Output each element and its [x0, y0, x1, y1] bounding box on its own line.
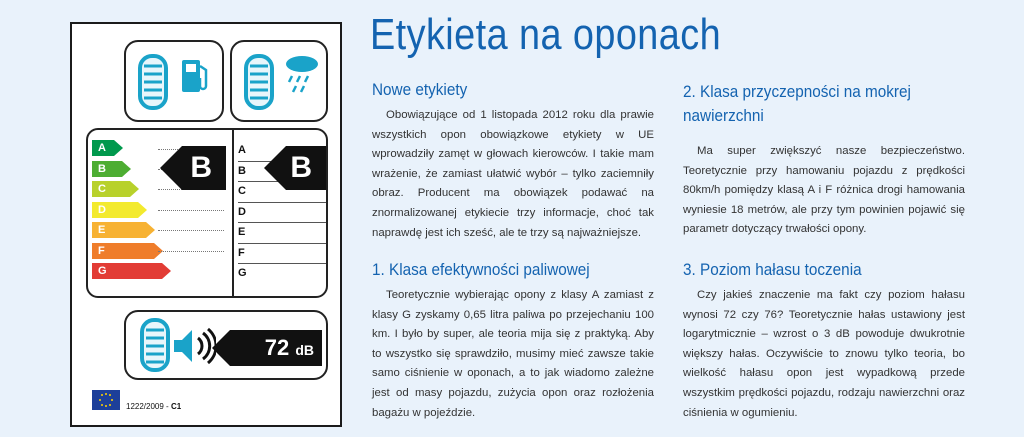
section-heading: 3. Poziom hałasu toczenia — [683, 260, 862, 279]
section-text: Obowiązujące od 1 listopada 2012 roku dla prawie wszystkich opon obowiązkowe etykiety w UE wprowadziły zamęt w głowach kierowców. I takie mam wrażenie, że zamiast ułatwić wybór – tylko zaciemniły obraz. Producent ma obowiązek podawać na znormalizowanej etykiecie trzy informacje, choć tak naprawdę jest ich sześć, ale te trzy są najważniejsze. — [372, 109, 654, 239]
section-heading: 2. Klasa przyczepności na mokrej nawierzchni — [683, 82, 911, 125]
fuel-class-bar: G — [92, 263, 162, 279]
section-heading: Nowe etykiety — [372, 80, 468, 99]
tyre-icon — [136, 318, 176, 372]
fuel-panel — [124, 40, 224, 122]
noise-unit: dB — [295, 342, 314, 358]
section-new-labels — [372, 80, 654, 243]
divider — [158, 251, 224, 252]
fuel-class-bar: D — [92, 202, 138, 218]
grip-class-label: B — [238, 162, 326, 183]
regulation-number: 1222/2009 - — [126, 402, 171, 411]
fuel-rating-marker: B — [182, 146, 226, 190]
grip-rating-marker: B — [286, 146, 326, 190]
section-text: Czy jakieś znaczenie ma fakt czy poziom hałasu wynosi 72 czy 76? Teoretycznie hałas ustawiony jest logarytmicznie – wzrost o 3 dB powoduje dwukrotnie większy hałas. Oczywiście to znowu tylko teoria, bo wielkość hałasu opon jest wypadkową przede wszystkim prędkości pojazdu, rodzaju nawierzchni oraz ciśnienia w ogumieniu. — [683, 289, 965, 419]
grip-class-label: F — [238, 244, 326, 265]
wet-grip-panel — [230, 40, 328, 122]
eu-flag-icon — [92, 390, 120, 410]
grip-class-label: G — [238, 267, 247, 279]
fuel-class-bar: E — [92, 222, 146, 238]
grip-class-label: E — [238, 223, 326, 244]
noise-value: 72 — [264, 335, 290, 360]
section-text: Ma super zwiększyć nasze bezpieczeństwo. Teoretycznie przy hamowaniu pojazdu z prędkości 80km/h pomiędzy klasą A i F różnica drogi hamowania wyniesie 18 metrów, ale przy tym powinien pojawić się parametr dotyczący trwałości opony. — [683, 145, 965, 236]
tyre-class: C1 — [170, 402, 182, 411]
rain-cloud-icon — [280, 52, 324, 96]
divider — [158, 230, 224, 231]
section-text: Teoretycznie wybierając opony z klasy A zamiast z klasy G zyskamy 0,65 litra paliwa po przejechaniu 100 km. I było by super, ale teoria mija się z praktyką. Aby to wszystko się sprawdziło, musimy mieć zawsze takie samo ciśnienie w oponach, a to jak wiadomo zależne jest od masy pojazdu, zużycia opon oraz rozłożenia bagażu w pojeździe. — [372, 289, 654, 419]
tyre-icon — [134, 54, 174, 110]
grip-class-label: D — [238, 203, 326, 224]
page-title: Etykieta na oponach — [370, 10, 722, 59]
section-fuel-efficiency — [372, 260, 654, 423]
grip-class-label: C — [238, 182, 326, 203]
speaker-icon — [172, 324, 216, 368]
tyre-label — [70, 22, 342, 427]
section-noise — [683, 260, 965, 423]
fuel-class-bar: F — [92, 243, 154, 259]
section-wet-grip — [683, 80, 965, 240]
fuel-class-bar: A — [92, 140, 114, 156]
fuel-class-bar: C — [92, 181, 130, 197]
grip-class-label: A — [238, 141, 326, 162]
fuel-class-bar: B — [92, 161, 122, 177]
divider — [232, 128, 234, 298]
fuel-efficiency-scale — [92, 140, 162, 284]
regulation-code — [126, 402, 181, 411]
fuel-pump-icon — [180, 56, 212, 96]
tyre-icon — [240, 54, 280, 110]
section-heading: 1. Klasa efektywności paliwowej — [372, 260, 590, 279]
divider — [158, 210, 224, 211]
noise-value-marker — [230, 330, 322, 366]
